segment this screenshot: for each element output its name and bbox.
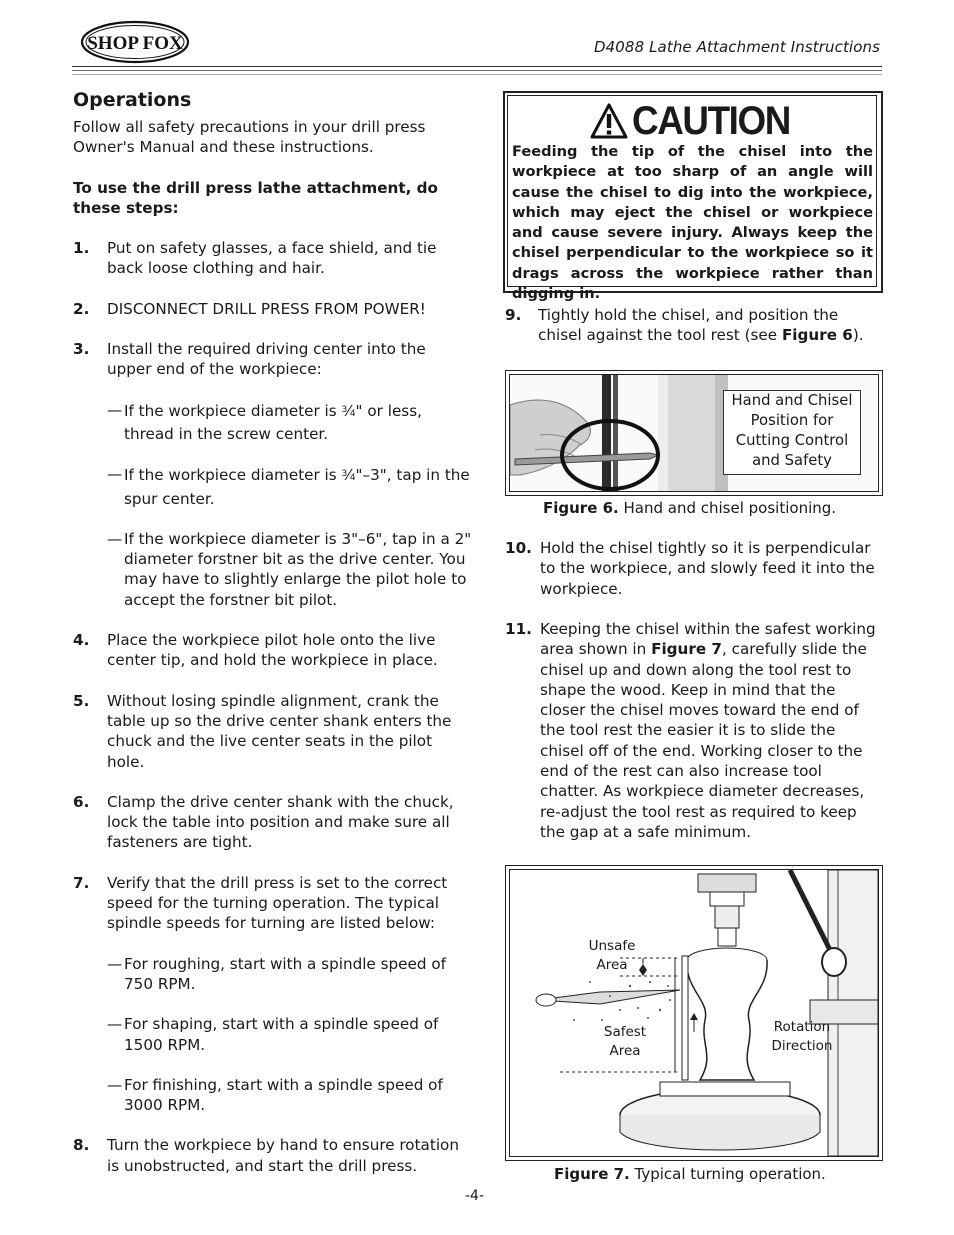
step-5: [73, 691, 473, 772]
substep: — If the workpiece diameter is $^3$⁄4"–3", tap in the spur center.: [107, 465, 470, 508]
figure-7-reference: Figure 7: [651, 640, 722, 659]
caution-header: [590, 100, 804, 142]
section-heading: Operations: [73, 89, 192, 111]
substep: — If the workpiece diameter is 3"–6", tap in a 2" diameter forstner bit as the drive center. You may have to slightly enlarge the pilot hole to accept the forstner bit pilot.: [107, 529, 472, 609]
step-text: Without losing spindle alignment, crank the table up so the drive center shank enters the chuck and the live center seats in the pilot hole.: [107, 691, 452, 771]
unsafe-area-label: Unsafe Area: [588, 938, 636, 973]
step-number: 7.: [73, 873, 90, 892]
caution-title: CAUTION: [632, 98, 790, 143]
step-8: [73, 1135, 473, 1176]
substep: — For roughing, start with a spindle speed of 750 RPM.: [107, 954, 446, 993]
figure-6-caption: Figure 6. Hand and chisel positioning.: [543, 499, 837, 517]
figure-6-callout: Hand and Chisel Position for Cutting Control and Safety: [723, 390, 861, 475]
logo-text: SHOP FOX: [87, 33, 183, 54]
step-number: 4.: [73, 631, 90, 650]
steps-lead: To use the drill press lathe attachment, do these steps:: [73, 178, 438, 217]
intro-paragraph: Follow all safety precautions in your drill press Owner's Manual and these instructions.: [73, 118, 426, 157]
step-number: 3.: [73, 340, 90, 359]
header-rule: [72, 74, 882, 75]
page-number: -4-: [465, 1188, 485, 1204]
header-rule: [72, 66, 882, 67]
shop-fox-logo: [80, 20, 190, 64]
warning-triangle-icon: [590, 103, 628, 139]
figure-7-caption: Figure 7. Typical turning operation.: [554, 1165, 826, 1183]
step-11: 11. Keeping the chisel within the safest working area shown in Figure 7, carefully slide the chisel up and down along the tool rest to shape the wood. Keep in mind that the closer the chisel moves toward the end of the tool rest the easier it is to slide the chisel off of the end. Working closer to the end of the rest can also increase tool chatter. As workpiece diameter decreases, re-adjust the tool rest as required to keep the gap at a safe minimum.: [505, 620, 876, 841]
substep: — If the workpiece diameter is $^3$⁄4" or less, thread in the screw center.: [107, 400, 422, 443]
substep: — For shaping, start with a spindle speed of 1500 RPM.: [107, 1015, 439, 1054]
figure-6-reference: Figure 6: [781, 326, 853, 345]
figure-7-illustration: [509, 869, 879, 1157]
safest-area-label: Safest Area: [603, 1024, 647, 1059]
step-number: 2.: [73, 299, 90, 318]
step-text: Turn the workpiece by hand to ensure rotation is unobstructed, and start the drill press.: [107, 1136, 459, 1175]
step-number: 6.: [73, 792, 90, 811]
step-number: 8.: [73, 1136, 90, 1155]
step-7: [73, 873, 473, 1116]
step-text: Put on safety glasses, a face shield, and tie back loose clothing and hair.: [107, 239, 437, 278]
step-2: [73, 299, 473, 319]
step-4: [73, 630, 473, 671]
step-text: Clamp the drive center shank with the chuck, lock the table into position and make sure all fasteners are tight.: [107, 792, 454, 852]
substep: — For finishing, start with a spindle speed of 3000 RPM.: [107, 1075, 443, 1115]
step-text: Verify that the drill press is set to the correct speed for the turning operation. The typical spindle speeds for turning are listed below:: [107, 873, 448, 933]
step-number: 5.: [73, 691, 90, 710]
rotation-direction-label: Rotation Direction: [771, 1019, 833, 1054]
document-title: D4088 Lathe Attachment Instructions: [594, 38, 880, 56]
step-3: [73, 339, 473, 610]
header-rule: [72, 70, 882, 71]
operations-section: [73, 88, 473, 1196]
step-text: Place the workpiece pilot hole onto the live center tip, and hold the workpiece in place.: [107, 631, 438, 670]
caution-text: Feeding the tip of the chisel into the workpiece at too sharp of an angle will cause the chisel to dig into the workpiece, which may eject the chisel or workpiece and cause severe injury. Always keep the chisel perpendicular to the workpiece so it drags across the workpiece rather than digging in.: [512, 143, 873, 303]
step-1: [73, 238, 473, 279]
step-number: 1.: [73, 239, 90, 258]
step-6: [73, 792, 473, 853]
step-text: DISCONNECT DRILL PRESS FROM POWER!: [107, 299, 426, 318]
step-10: 10. Hold the chisel tightly so it is perpendicular to the workpiece, and slowly feed it into the workpiece.: [505, 539, 875, 598]
step-9: 9. Tightly hold the chisel, and position the chisel against the tool rest (see Figure 6).: [505, 306, 864, 345]
step-text: Install the required driving center into the upper end of the workpiece:: [107, 340, 426, 379]
